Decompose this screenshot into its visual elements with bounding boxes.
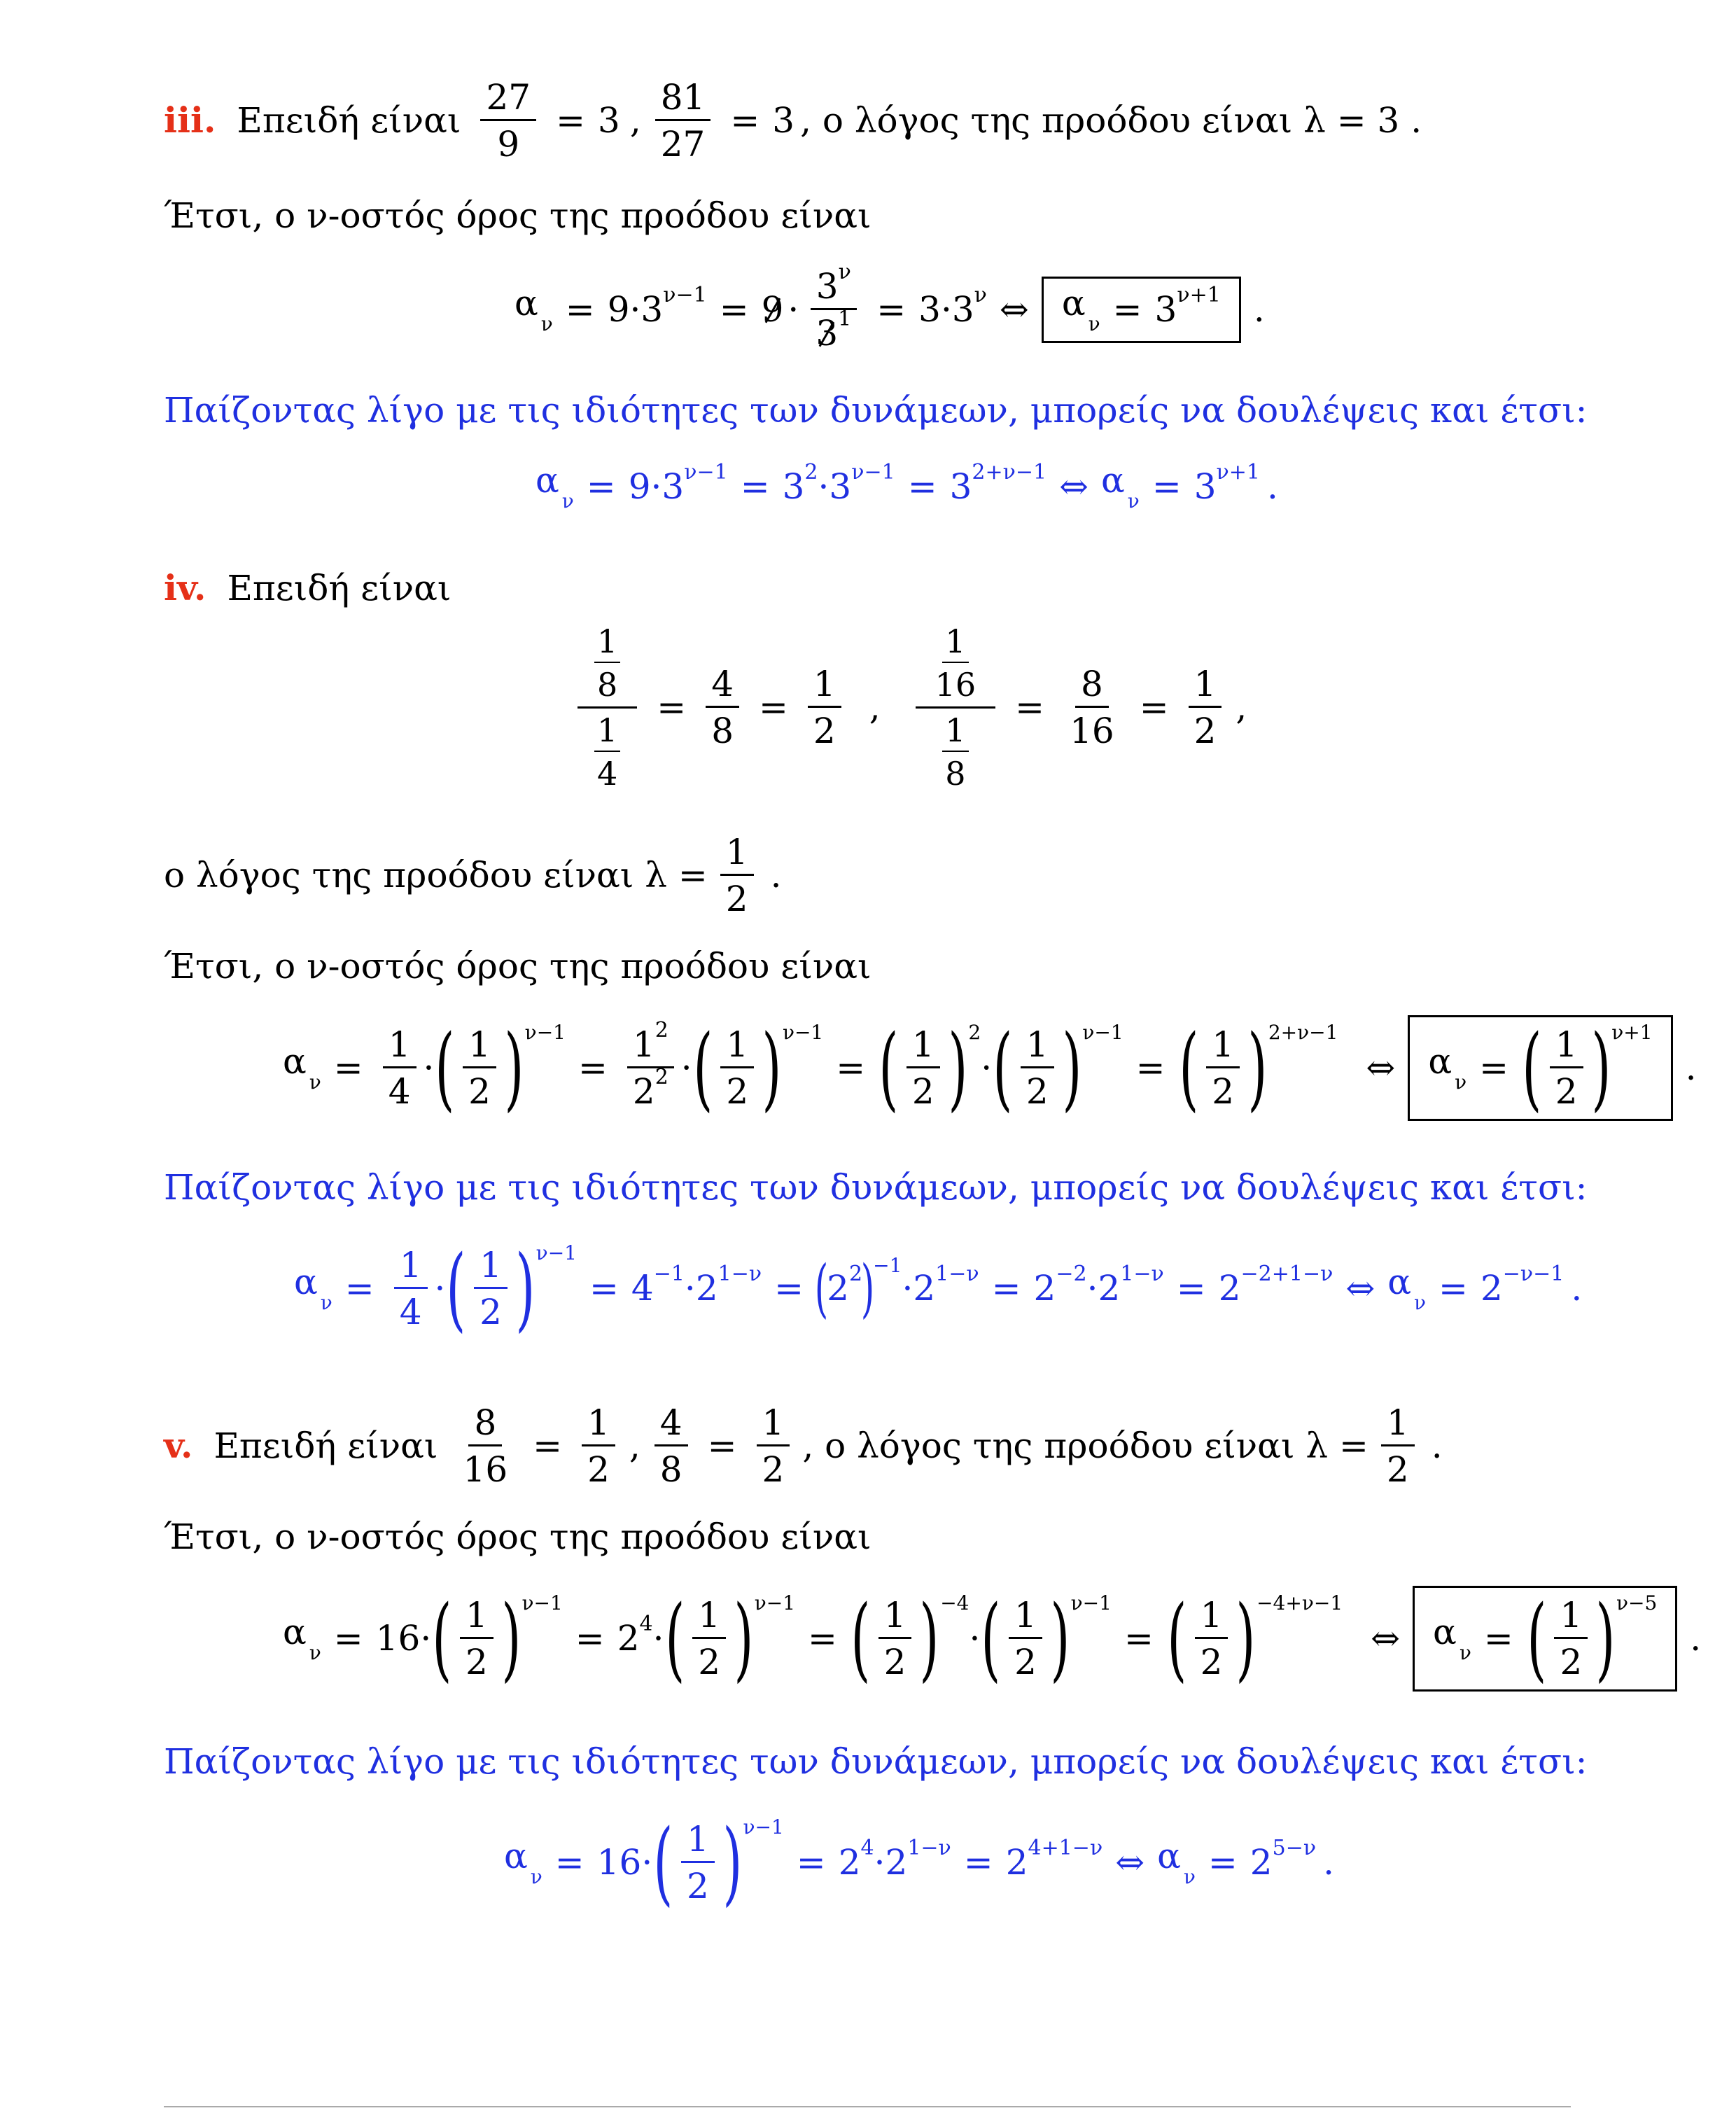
v-alt-note: Παίζοντας λίγο με τις ιδιότητες των δυνάμεων, μπορείς να δουλέψεις και έτσι: — [164, 1741, 1588, 1782]
iii-alt-formula: $\alpha_\nu$ = $9\cdot 3^{\nu-1}$ = $3^2\cdot 3^{\nu-1}$ = $3^{2+\nu-1}$ ⇔ $\alpha_\nu$ = $3^{\nu+1}$ . — [536, 459, 1278, 512]
iv-ratios: $\frac{\frac{1}{8}}{\frac{1}{4}}$ = $\frac{4}{8}$ = $\frac{1}{2}$ , $\frac{\frac{1}{16}}{\frac{1}{8}}$ = $\frac{8}{16}$ = $\frac{1}{2}$ , — [0, 620, 1736, 795]
section-label-iii: iii. — [164, 99, 216, 141]
iii-ratio-2: $\frac{81}{27}$ — [655, 80, 711, 162]
iv-boxed-result: $\alpha_\nu$ = ( $\frac{1}{2}$ ) ν+1 — [1408, 1015, 1672, 1121]
iii-ratio-line: iii. Επειδή είναι $\frac{27}{9}$ = 3 , $\frac{81}{27}$ = 3 , ο λόγος της προόδου είναι λ = 3 . — [164, 76, 1422, 165]
v-conclusion: , ο λόγος της προόδου είναι λ = — [802, 1425, 1368, 1466]
section-label-iv: iv. — [164, 567, 206, 608]
v-boxed-result: $\alpha_\nu$ = ( $\frac{1}{2}$ ) ν−5 — [1413, 1586, 1677, 1692]
iii-alt-note: Παίζοντας λίγο με τις ιδιότητες των δυνάμεων, μπορείς να δουλέψεις και έτσι: — [164, 390, 1588, 431]
iv-alt-formula: $\alpha_\nu$ = $\frac{1}{4}$ · ( $\frac{1}{2}$ ) ν−1 = $4^{-1}\cdot 2^{1-\nu}$ = ( $2^2$ ) −1 $\cdot 2^{1-\nu}$ = $2^{-2}\cdot 2^{1-\nu}$ = $2^{-2+1-\nu}$ ⇔ $\alpha_\nu$ = $2^{-\nu-1}$ . — [294, 1234, 1583, 1341]
iv-alt-note: Παίζοντας λίγο με τις ιδιότητες των δυνάμεων, μπορείς να δουλέψεις και έτσι: — [164, 1167, 1588, 1208]
iii-conclusion: , ο λόγος της προόδου είναι λ = 3 . — [800, 100, 1422, 141]
iii-intro: Επειδή είναι — [237, 100, 461, 141]
section-label-v: v. — [164, 1425, 193, 1466]
iii-etsi: Έτσι, ο ν-οστός όρος της προόδου είναι — [164, 195, 872, 236]
v-ratio-line: v. Επειδή είναι $\frac{8}{16}$ = $\frac{1}{2}$ , $\frac{4}{8}$ = $\frac{1}{2}$ , ο λόγος της προόδου είναι λ = $\frac{1}{2}$ . — [164, 1402, 1443, 1490]
v-intro: Επειδή είναι — [214, 1425, 438, 1466]
v-etsi: Έτσι, ο ν-οστός όρος της προόδου είναι — [164, 1516, 872, 1557]
iv-etsi: Έτσι, ο ν-οστός όρος της προόδου είναι — [164, 946, 872, 986]
iv-intro-line — [164, 567, 1631, 609]
v-formula: $\alpha_\nu$ = 16· ( $\frac{1}{2}$ ) ν−1 = $2^4\cdot$ ( $\frac{1}{2}$ ) ν−1 = ( $\frac{1}{2}$ ) −4 · ( $\frac{1}{2}$ ) ν−1 = ( $\frac{1}{2}$ ) −4+ν−1 ⇔ $\alpha_\nu$ = ( $\frac{1}{2}$ ) ν−5 . — [283, 1584, 1702, 1692]
iv-formula: $\alpha_\nu$ = $\frac{1}{4}$ · ( $\frac{1}{2}$ ) ν−1 = $\frac{1^2}{2^2}$ · ( $\frac{1}{2}$ ) ν−1 = ( $\frac{1}{2}$ ) 2 · ( $\frac{1}{2}$ ) ν−1 = ( $\frac{1}{2}$ ) 2+ν−1 ⇔ $\alpha_\nu$ = ( $\frac{1}{2}$ ) ν+1 . — [283, 1014, 1697, 1121]
iv-intro: Επειδή είναι — [227, 568, 451, 608]
iii-formula: $\alpha_\nu$ = $9\cdot 3^{\nu-1}$ = 9 · $\frac{3^\nu}{3^1}$ = $3\cdot 3^\nu$ ⇔ $\alpha_\nu$ = $3^{\nu+1}$ . — [514, 259, 1265, 354]
iii-ratio-1: $\frac{27}{9}$ — [480, 80, 536, 162]
footer-divider — [164, 2106, 1571, 2107]
iii-boxed-result: $\alpha_\nu$ = $3^{\nu+1}$ — [1042, 277, 1241, 343]
v-alt-formula: $\alpha_\nu$ = 16· ( $\frac{1}{2}$ ) ν−1 = $2^4\cdot 2^{1-\nu}$ = $2^{4+1-\nu}$ ⇔ $\alpha_\nu$ = $2^{5-\nu}$ . — [504, 1808, 1334, 1916]
iv-lambda-text: ο λόγος της προόδου είναι λ = — [164, 855, 708, 895]
iv-lambda-line: ο λόγος της προόδου είναι λ = $\frac{1}{2}$ . — [164, 831, 782, 919]
